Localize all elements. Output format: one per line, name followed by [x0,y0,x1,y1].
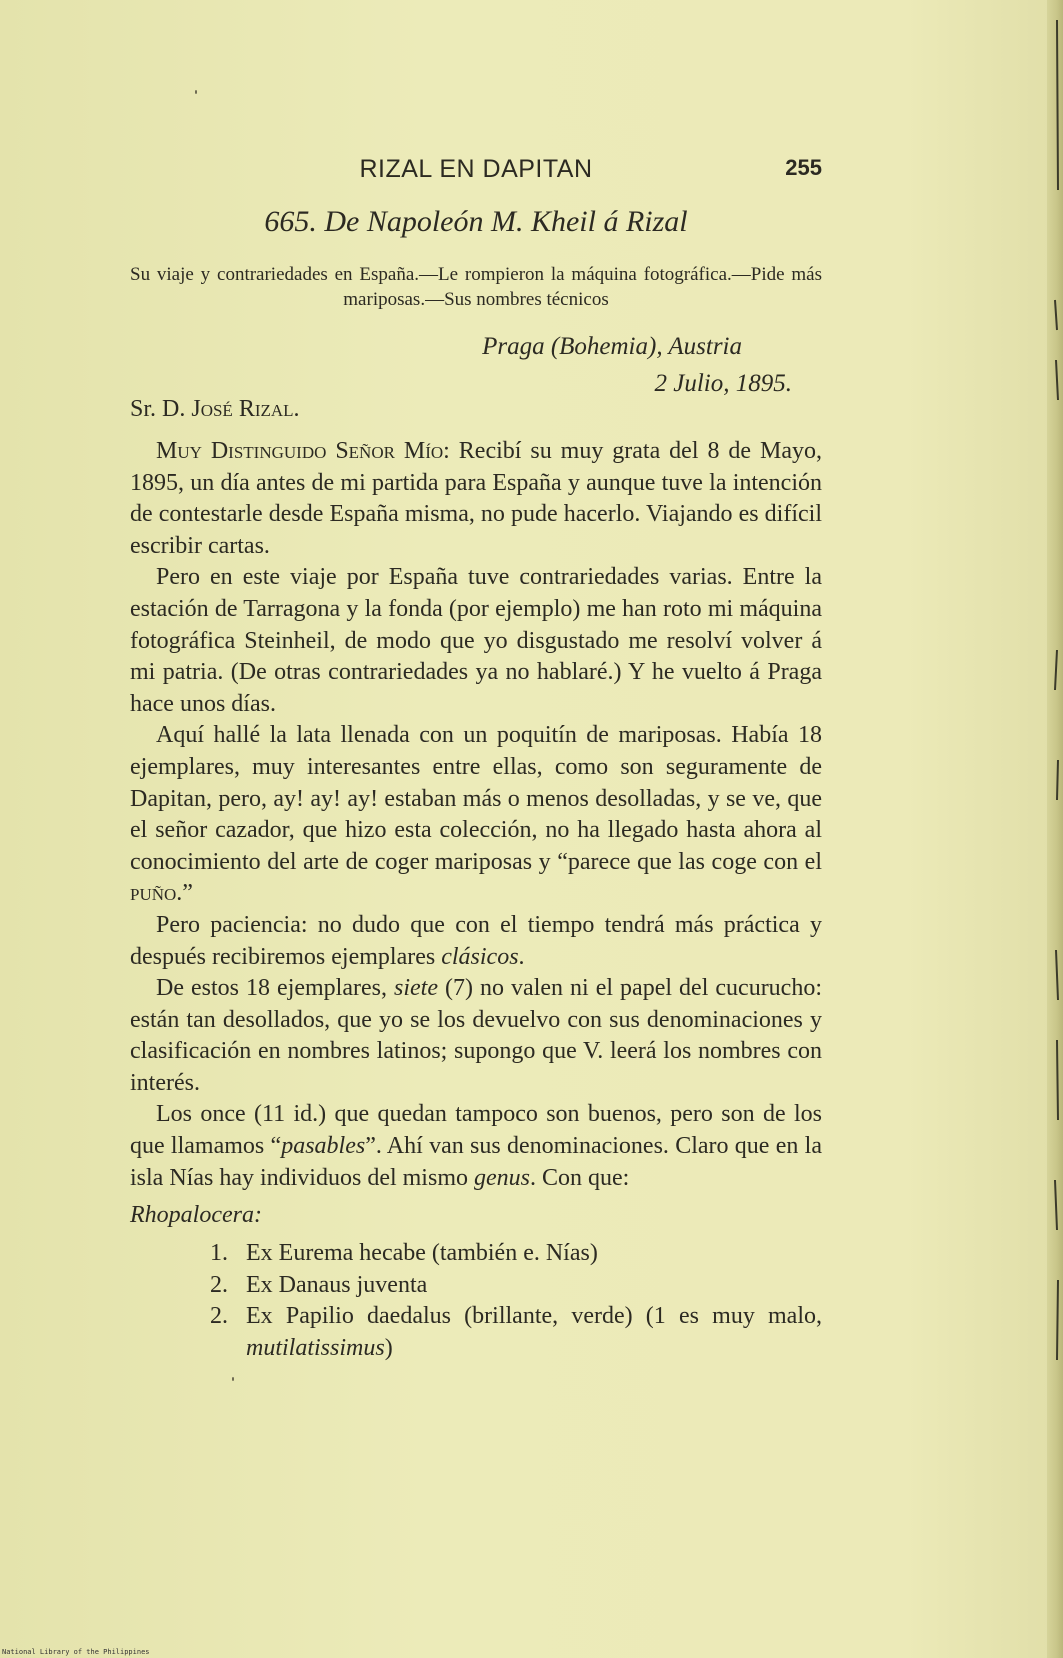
speck [232,1377,234,1381]
rhopalocera-heading: Rhopalocera: [130,1202,262,1228]
paragraph-text: .” [176,880,193,907]
page-edge-marks [1049,0,1061,1658]
list-text [246,1301,822,1364]
small-caps-word: puño [130,880,177,907]
paragraph-5 [130,973,822,1099]
salutation [130,396,300,423]
italic-word: clásicos [441,943,519,970]
species-list [210,1238,822,1364]
list-text: Ex Danaus juventa [246,1271,428,1298]
list-text-end: ) [384,1334,393,1361]
letter-place: Praga (Bohemia), Austria [482,333,742,360]
list-text: Ex Eurema hecabe (también e. Nías) [246,1240,598,1266]
italic-word: genus [473,1164,530,1191]
letter-body [130,436,822,1194]
library-footer-note: National Library of the Philippines [2,1648,150,1656]
list-text-main: Ex Papilio daedalus (brillante, verde) (1 es muy malo, [246,1303,822,1330]
letter-date: 2 Julio, 1895. [654,370,792,397]
list-number: 2. [210,1271,228,1298]
letter-title: 665. De Napoleón M. Kheil á Rizal [264,205,688,238]
letter-summary: Su viaje y contrariedades en España.—Le rompieron la máquina fotográfica.—Pide más mariposas.—Sus nombres técnicos [130,264,822,310]
salutation-name: José Rizal. [191,396,300,422]
list-item [210,1238,822,1270]
list-item [210,1270,822,1302]
paragraph-text: Los once (11 id.) que quedan tampoco son buenos, pero son de los que llamamos “ [130,1101,822,1160]
page-number: 255 [785,155,822,180]
paragraph-text: : Recibí su muy grata del 8 de Mayo, 1895, un día antes de mi partida para España y aunque tuve la intención de contestarle desde España misma, no pude hacerlo. Viajando es difícil escribir cartas. [130,438,822,559]
greeting: Muy Distinguido Señor Mío [156,438,444,464]
paragraph-1 [130,436,822,562]
paragraph-text: De estos 18 ejemplares, [156,975,395,1002]
italic-word: siete [394,975,438,1002]
list-number: 2. [210,1303,228,1330]
paragraph-2: Pero en este viaje por España tuve contrariedades varias. Entre la estación de Tarragona y la fonda (por ejemplo) me han roto mi máquina fotográfica Steinheil, de modo que yo disgustado me resolví volver á mi patria. (De otras contrariedades ya no hablaré.) Y he vuelto á Praga hace unos días. [130,564,822,717]
list-number: 1. [210,1240,228,1266]
italic-word: mutilatissimus [246,1334,385,1361]
paragraph-6 [130,1099,822,1194]
page-header [130,153,822,189]
paragraph-text: (7) no valen ni el papel del cucurucho: están tan desollados, que yo se los devuelvo con sus denominaciones y clasificación en nombres latinos; supongo que V. leerá los nombres con interés. [130,975,823,1096]
paragraph-text: ”. Ahí van sus denominaciones. Claro que en la isla Nías hay individuos del mismo [130,1133,822,1191]
paragraph-3 [130,720,822,910]
paragraph-text: Aquí hallé la lata llenada con un poquitín de mariposas. Había 18 ejemplares, muy interesantes entre ellas, como son seguramente de Dapitan, pero, ay! ay! ay! estaban más o menos desolladas, y se ve, que el señor cazador, que hizo esta colección, no ha llegado hasta ahora al conocimiento del arte de coger mariposas y “parece que las coge con el [130,722,822,875]
paragraph-text: . Con que: [529,1164,630,1191]
running-head: RIZAL EN DAPITAN [359,155,593,183]
list-item [210,1301,822,1364]
paragraph-4 [130,910,822,973]
salutation-prefix: Sr. D. [130,396,186,422]
paragraph-text: Pero paciencia: no dudo que con el tiempo tendrá más práctica y después recibiremos ejemplares [130,911,822,970]
italic-word: pasables [281,1133,366,1160]
speck [195,90,197,94]
rhopalocera-label: Rhopalocera [130,1202,254,1228]
paragraph-text: . [518,943,525,970]
